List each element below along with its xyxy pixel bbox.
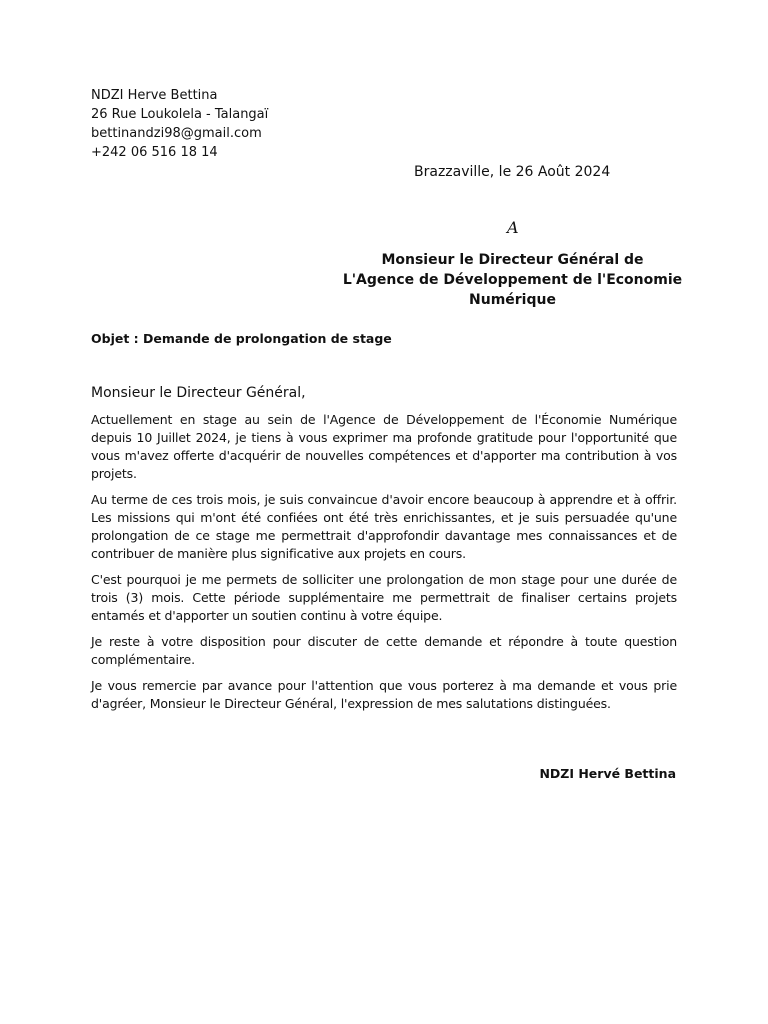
sender-phone: +242 06 516 18 14: [91, 145, 218, 160]
sender-address: 26 Rue Loukolela - Talangaï: [91, 107, 269, 122]
letter-body: [91, 411, 677, 721]
recipient-line-1: Monsieur le Directeur Général de: [381, 252, 644, 268]
sender-email: bettinandzi98@gmail.com: [91, 126, 262, 141]
paragraph: Je reste à votre disposition pour discuter de cette demande et répondre à toute question complémentaire.: [91, 634, 677, 667]
paragraph: Au terme de ces trois mois, je suis convaincue d'avoir encore beaucoup à apprendre et à offrir. Les missions qui m'ont été confiées ont été très enrichissantes, et je suis persuadée qu'une prolongation de ce stage me permettrait d'approfondir davantage mes connaissances et de contribuer de manière plus significative aux projets en cours.: [91, 492, 677, 561]
paragraph: Je vous remercie par avance pour l'attention que vous porterez à ma demande et vous prie d'agréer, Monsieur le Directeur Général, l'expression de mes salutations distinguées.: [91, 678, 677, 711]
signature: NDZI Hervé Bettina: [539, 766, 676, 781]
recipient-block: [340, 250, 685, 310]
date-line: Brazzaville, le 26 Août 2024: [414, 164, 611, 180]
salutation: Monsieur le Directeur Général,: [91, 385, 306, 401]
recipient-line-3: Numérique: [469, 292, 556, 308]
a-mark: A: [507, 218, 519, 237]
sender-block: [91, 86, 268, 162]
recipient-line-2: L'Agence de Développement de l'Economie: [342, 272, 683, 288]
subject-line: Objet : Demande de prolongation de stage: [91, 331, 392, 346]
paragraph: C'est pourquoi je me permets de solliciter une prolongation de mon stage pour une durée de trois (3) mois. Cette période supplémentaire me permettrait de finaliser certains projets entamés et d'apporter un soutien continu à votre équipe.: [91, 572, 677, 623]
paragraph: Actuellement en stage au sein de l'Agence de Développement de l'Économie Numérique depuis 10 Juillet 2024, je tiens à vous exprimer ma profonde gratitude pour l'opportunité que vous m'avez offerte d'acquérir de nouvelles compétences et d'apporter ma contribution à vos projets.: [91, 412, 677, 481]
sender-name: NDZI Herve Bettina: [91, 88, 218, 103]
